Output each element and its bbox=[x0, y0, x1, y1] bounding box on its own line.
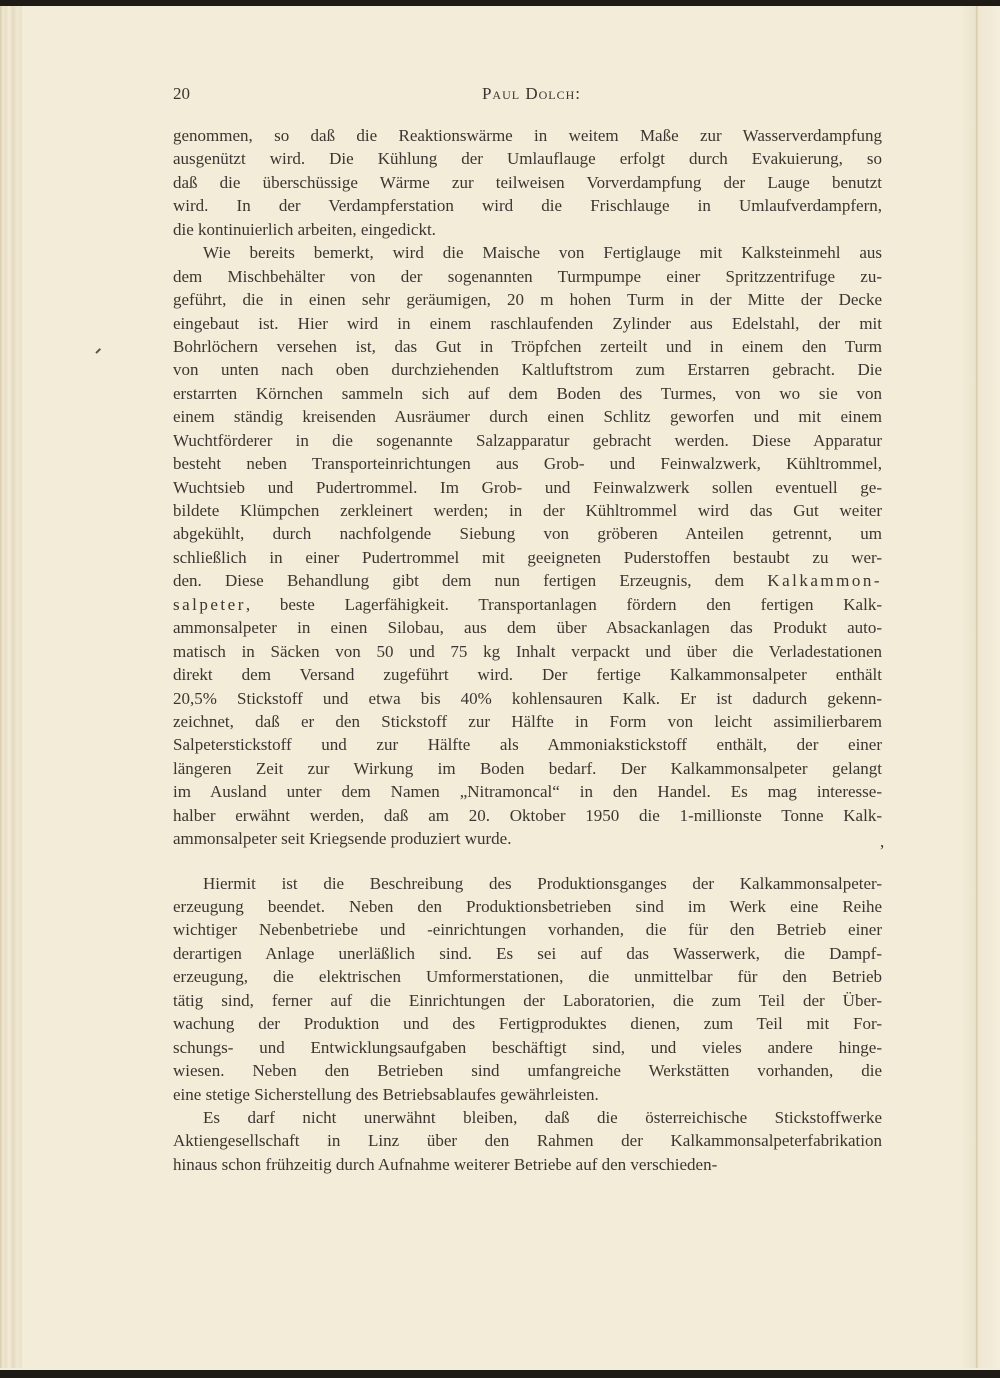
text-line: Aktiengesellschaft in Linz über den Rahmen der Kalkammonsalpeterfabrikation bbox=[173, 1131, 882, 1151]
text-line: erzeugung, die elektrischen Umformerstationen, die unmittelbar für den Betrieb bbox=[173, 967, 882, 987]
text-line: zeichnet, daß er den Stickstoff zur Hälfte in Form von leicht assimilierbarem bbox=[173, 711, 882, 731]
text-line: die kontinuierlich arbeiten, eingedickt. bbox=[173, 219, 436, 239]
text-line: abgekühlt, durch nachfolgende Siebung von gröberen Anteilen getrennt, um bbox=[173, 524, 882, 544]
text-line: besteht neben Transporteinrichtungen aus Grob- und Feinwalzwerk, Kühltrommel, bbox=[173, 454, 882, 474]
text-line: schungs- und Entwicklungsaufgaben beschäftigt sind, und vieles andere hinge- bbox=[173, 1037, 882, 1057]
text-line: ausgenützt wird. Die Kühlung der Umlauflauge erfolgt durch Evakuierung, so bbox=[173, 149, 882, 169]
page-edge-right bbox=[960, 6, 1000, 1368]
text-line: halber erwähnt werden, daß am 20. Oktober 1950 die 1-millionste Tonne Kalk- bbox=[173, 805, 882, 825]
text-line: von unten nach oben durchziehenden Kaltluftstrom zum Erstarren gebracht. Die bbox=[173, 360, 882, 380]
text-line: wichtiger Nebenbetriebe und -einrichtungen vorhanden, die für den Betrieb einer bbox=[173, 920, 882, 940]
text-line: direkt dem Versand zugeführt wird. Der fertige Kalkammonsalpeter enthält bbox=[173, 665, 882, 685]
text-line: wiesen. Neben den Betrieben sind umfangreiche Werkstätten vorhanden, die bbox=[173, 1061, 882, 1081]
text-line: matisch in Säcken von 50 und 75 kg Inhalt verpackt und über die Verladestationen bbox=[173, 641, 882, 661]
text-line: wird. In der Verdampferstation wird die Frischlauge in Umlaufverdampfern, bbox=[173, 196, 882, 216]
paragraph bbox=[173, 1106, 882, 1176]
text-line: erzeugung beendet. Neben den Produktionsbetrieben sind im Werk eine Reihe bbox=[173, 897, 882, 916]
text-line: ammonsalpeter in einen Silobau, aus dem über Absackanlagen das Produkt auto- bbox=[173, 618, 882, 638]
text-line: salpeter, beste Lagerfähigkeit. Transportanlagen fördern den fertigen Kalk- bbox=[173, 594, 882, 614]
emphasis: salpeter bbox=[173, 594, 246, 614]
text-line: geführt, die in einen sehr geräumigen, 20 m hohen Turm in der Mitte der Decke bbox=[173, 290, 882, 310]
text-line: im Ausland unter dem Namen „Nitramoncal“ in den Handel. Es mag interesse- bbox=[173, 782, 882, 802]
emphasis: Kalkammon- bbox=[767, 571, 882, 591]
text-line: ammonsalpeter seit Kriegsende produziert wurde. bbox=[173, 829, 512, 849]
text-line: Wie bereits bemerkt, wird die Maische von Fertiglauge mit Kalksteinmehl aus bbox=[203, 243, 882, 263]
text-line: genommen, so daß die Reaktionswärme in weitem Maße zur Wasserverdampfung bbox=[173, 126, 882, 145]
text-line: daß die überschüssige Wärme zur teilweisen Vorverdampfung der Lauge benutzt bbox=[173, 172, 882, 192]
text-line: Es darf nicht unerwähnt bleiben, daß die österreichische Stickstoffwerke bbox=[203, 1107, 882, 1127]
text-line: bildete Klümpchen zerkleinert werden; in der Kühltrommel wird das Gut weiter bbox=[173, 501, 882, 520]
text-line: erstarrten Körnchen sammeln sich auf dem Boden des Turmes, von wo sie von bbox=[173, 383, 882, 403]
text-line: längeren Zeit zur Wirkung im Boden bedarf. Der Kalkammonsalpeter gelangt bbox=[173, 758, 882, 778]
text-line: hinaus schon frühzeitig durch Aufnahme weiterer Betriebe auf den verschieden- bbox=[173, 1154, 718, 1174]
paragraph-gap bbox=[173, 851, 882, 872]
margin-comma: , bbox=[880, 832, 885, 851]
text-line: eingebaut ist. Hier wird in einem raschlaufenden Zylinder aus Edelstahl, der mit bbox=[173, 313, 882, 333]
text-line: schließlich in einer Pudertrommel mit geeigneten Puderstoffen bestaubt zu wer- bbox=[173, 547, 882, 567]
text-line: tätig sind, ferner auf die Einrichtungen der Laboratorien, die zum Teil der Über- bbox=[173, 990, 882, 1010]
text-line: wachung der Produktion und des Fertigproduktes dienen, zum Teil mit For- bbox=[173, 1014, 882, 1034]
paragraph bbox=[173, 241, 885, 851]
paragraph bbox=[173, 872, 882, 1106]
page-edge-left bbox=[0, 6, 22, 1368]
paragraph bbox=[173, 124, 882, 241]
text-line: Hiermit ist die Beschreibung des Produktionsganges der Kalkammonsalpeter- bbox=[203, 873, 882, 893]
text-line: Wuchtförderer in die sogenannte Salzapparatur gebracht werden. Diese Apparatur bbox=[173, 430, 882, 450]
text-line: den. Diese Behandlung gibt dem nun fertigen Erzeugnis, dem Kalkammon- bbox=[173, 571, 882, 591]
body-text bbox=[173, 124, 885, 1176]
text-line: eine stetige Sicherstellung des Betriebsablaufes gewährleisten. bbox=[173, 1084, 599, 1104]
text-line: Wuchtsieb und Pudertrommel. Im Grob- und Feinwalzwerk sollen eventuell ge- bbox=[173, 477, 882, 497]
text-line: einem ständig kreisenden Ausräumer durch einen Schlitz geworfen und mit einem bbox=[173, 407, 882, 427]
text-line: 20,5% Stickstoff und etwa bis 40% kohlensauren Kalk. Er ist dadurch gekenn- bbox=[173, 688, 882, 708]
running-title: Paul Dolch: bbox=[481, 84, 582, 103]
text-line: derartigen Anlage unerläßlich sind. Es sei auf das Wasserwerk, die Dampf- bbox=[173, 943, 882, 963]
text-line: dem Mischbehälter von der sogenannten Turmpumpe einer Spritzzentrifuge zu- bbox=[173, 266, 882, 286]
page-number: 20 bbox=[173, 84, 190, 103]
page-header bbox=[173, 84, 882, 108]
text-line: Bohrlöchern versehen ist, das Gut in Tröpfchen zerteilt und in einem den Turm bbox=[173, 336, 882, 356]
text-line: Salpeterstickstoff und zur Hälfte als Ammoniakstickstoff enthält, der einer bbox=[173, 735, 882, 755]
